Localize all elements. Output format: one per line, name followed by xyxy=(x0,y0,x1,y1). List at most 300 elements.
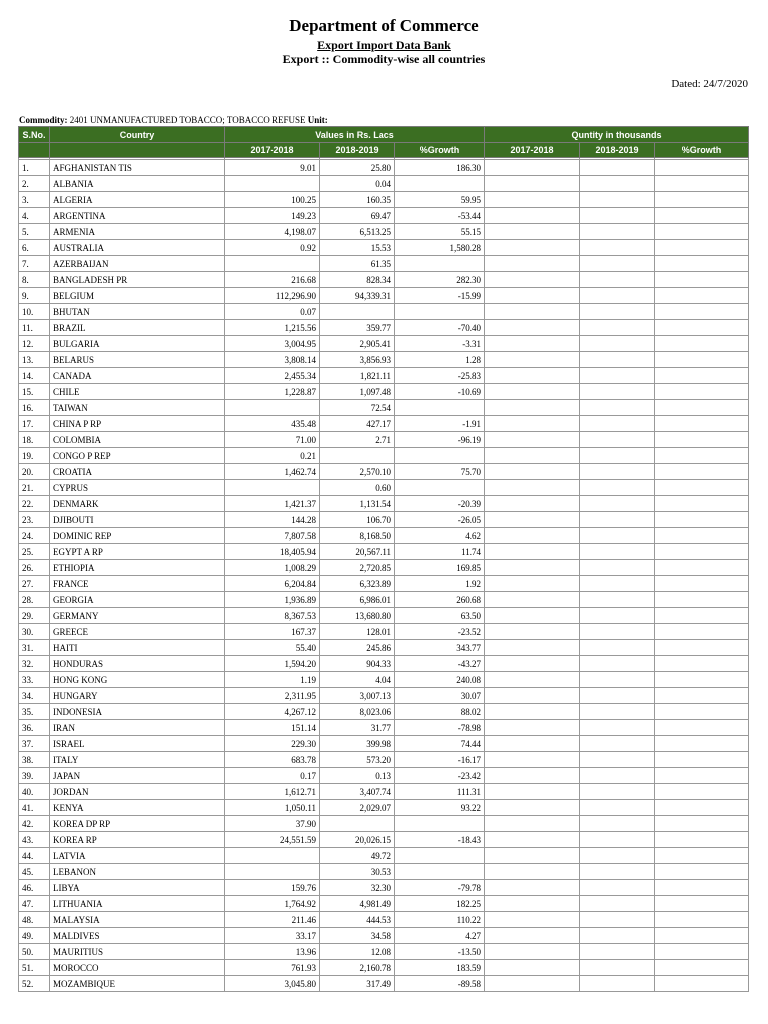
cell-qty-2017 xyxy=(485,960,580,976)
cell-sno: 10. xyxy=(19,304,50,320)
cell-qty-2018 xyxy=(580,528,655,544)
cell-value-2017: 2,311.95 xyxy=(225,688,320,704)
cell-value-growth xyxy=(395,400,485,416)
cell-sno: 4. xyxy=(19,208,50,224)
cell-value-growth: 240.08 xyxy=(395,672,485,688)
cell-sno: 11. xyxy=(19,320,50,336)
cell-value-growth: -10.69 xyxy=(395,384,485,400)
cell-value-2018: 4,981.49 xyxy=(320,896,395,912)
cell-sno: 45. xyxy=(19,864,50,880)
table-row xyxy=(19,912,749,928)
cell-country: DJIBOUTI xyxy=(50,512,225,528)
table-row xyxy=(19,416,749,432)
cell-value-2017: 1.19 xyxy=(225,672,320,688)
cell-value-growth: -1.91 xyxy=(395,416,485,432)
cell-value-growth: 1.28 xyxy=(395,352,485,368)
cell-country: BANGLADESH PR xyxy=(50,272,225,288)
table-row xyxy=(19,480,749,496)
table-row xyxy=(19,368,749,384)
cell-value-2018: 15.53 xyxy=(320,240,395,256)
cell-value-2017: 159.76 xyxy=(225,880,320,896)
cell-country: CONGO P REP xyxy=(50,448,225,464)
cell-sno: 9. xyxy=(19,288,50,304)
cell-qty-growth xyxy=(655,416,749,432)
cell-value-growth: -16.17 xyxy=(395,752,485,768)
cell-value-growth xyxy=(395,448,485,464)
cell-value-growth: 93.22 xyxy=(395,800,485,816)
table-row xyxy=(19,448,749,464)
cell-country: DENMARK xyxy=(50,496,225,512)
cell-country: GERMANY xyxy=(50,608,225,624)
cell-value-2018: 128.01 xyxy=(320,624,395,640)
cell-country: BULGARIA xyxy=(50,336,225,352)
cell-value-2018: 2.71 xyxy=(320,432,395,448)
cell-country: CROATIA xyxy=(50,464,225,480)
cell-value-2018: 317.49 xyxy=(320,976,395,992)
cell-qty-growth xyxy=(655,256,749,272)
cell-value-growth: -25.83 xyxy=(395,368,485,384)
table-row xyxy=(19,928,749,944)
table-row xyxy=(19,304,749,320)
cell-qty-2017 xyxy=(485,880,580,896)
cell-qty-growth xyxy=(655,944,749,960)
cell-sno: 20. xyxy=(19,464,50,480)
cell-value-2017: 9.01 xyxy=(225,160,320,176)
cell-country: GEORGIA xyxy=(50,592,225,608)
table-row xyxy=(19,736,749,752)
cell-value-2018: 359.77 xyxy=(320,320,395,336)
cell-value-2017: 229.30 xyxy=(225,736,320,752)
cell-qty-growth xyxy=(655,848,749,864)
cell-qty-growth xyxy=(655,272,749,288)
cell-qty-2017 xyxy=(485,304,580,320)
cell-country: MOZAMBIQUE xyxy=(50,976,225,992)
cell-sno: 52. xyxy=(19,976,50,992)
cell-sno: 39. xyxy=(19,768,50,784)
table-row xyxy=(19,784,749,800)
cell-qty-growth xyxy=(655,656,749,672)
cell-country: LITHUANIA xyxy=(50,896,225,912)
cell-qty-2018 xyxy=(580,688,655,704)
cell-country: ALGERIA xyxy=(50,192,225,208)
cell-qty-2017 xyxy=(485,432,580,448)
cell-value-growth: 183.59 xyxy=(395,960,485,976)
cell-sno: 25. xyxy=(19,544,50,560)
cell-qty-2018 xyxy=(580,672,655,688)
table-row xyxy=(19,624,749,640)
cell-value-growth: 110.22 xyxy=(395,912,485,928)
cell-value-2017: 1,612.71 xyxy=(225,784,320,800)
cell-qty-2018 xyxy=(580,592,655,608)
cell-value-2017: 18,405.94 xyxy=(225,544,320,560)
cell-qty-2017 xyxy=(485,416,580,432)
table-row xyxy=(19,592,749,608)
cell-value-2018: 49.72 xyxy=(320,848,395,864)
cell-sno: 36. xyxy=(19,720,50,736)
cell-value-growth xyxy=(395,304,485,320)
cell-value-2018: 4.04 xyxy=(320,672,395,688)
cell-qty-2017 xyxy=(485,832,580,848)
cell-qty-2018 xyxy=(580,160,655,176)
cell-value-2017: 71.00 xyxy=(225,432,320,448)
cell-value-2018: 160.35 xyxy=(320,192,395,208)
cell-qty-growth xyxy=(655,352,749,368)
cell-qty-2018 xyxy=(580,560,655,576)
cell-sno: 2. xyxy=(19,176,50,192)
cell-qty-2017 xyxy=(485,400,580,416)
cell-value-2017: 1,008.29 xyxy=(225,560,320,576)
cell-qty-2017 xyxy=(485,640,580,656)
cell-qty-2018 xyxy=(580,800,655,816)
cell-value-growth: -78.98 xyxy=(395,720,485,736)
commodity-label: Commodity: xyxy=(19,115,68,125)
cell-qty-growth xyxy=(655,864,749,880)
cell-qty-growth xyxy=(655,704,749,720)
cell-qty-2017 xyxy=(485,560,580,576)
cell-value-2017 xyxy=(225,176,320,192)
cell-value-2018: 0.13 xyxy=(320,768,395,784)
cell-value-growth: 59.95 xyxy=(395,192,485,208)
cell-value-2018: 245.86 xyxy=(320,640,395,656)
cell-qty-growth xyxy=(655,720,749,736)
table-body xyxy=(19,158,749,992)
cell-qty-growth xyxy=(655,880,749,896)
header-qty-2017: 2017-2018 xyxy=(485,143,580,158)
cell-sno: 42. xyxy=(19,816,50,832)
cell-sno: 7. xyxy=(19,256,50,272)
cell-qty-2017 xyxy=(485,272,580,288)
cell-value-2017: 1,936.89 xyxy=(225,592,320,608)
table-row xyxy=(19,288,749,304)
cell-qty-2018 xyxy=(580,224,655,240)
cell-qty-growth xyxy=(655,208,749,224)
cell-sno: 18. xyxy=(19,432,50,448)
cell-value-2017: 6,204.84 xyxy=(225,576,320,592)
cell-qty-2018 xyxy=(580,768,655,784)
cell-value-2017: 1,594.20 xyxy=(225,656,320,672)
cell-value-2018: 72.54 xyxy=(320,400,395,416)
cell-value-2018 xyxy=(320,816,395,832)
cell-country: GREECE xyxy=(50,624,225,640)
header-quantity-group: Quntity in thousands xyxy=(485,127,749,143)
cell-qty-growth xyxy=(655,688,749,704)
cell-country: ETHIOPIA xyxy=(50,560,225,576)
cell-value-2017: 13.96 xyxy=(225,944,320,960)
cell-sno: 16. xyxy=(19,400,50,416)
cell-country: BELGIUM xyxy=(50,288,225,304)
cell-sno: 33. xyxy=(19,672,50,688)
header-qty-growth: %Growth xyxy=(655,143,749,158)
cell-sno: 44. xyxy=(19,848,50,864)
cell-country: CHILE xyxy=(50,384,225,400)
cell-qty-growth xyxy=(655,512,749,528)
cell-qty-2017 xyxy=(485,912,580,928)
header-qty-2018: 2018-2019 xyxy=(580,143,655,158)
cell-qty-growth xyxy=(655,672,749,688)
cell-qty-growth xyxy=(655,224,749,240)
cell-qty-growth xyxy=(655,160,749,176)
cell-country: AZERBAIJAN xyxy=(50,256,225,272)
cell-qty-growth xyxy=(655,560,749,576)
cell-qty-2018 xyxy=(580,960,655,976)
cell-value-2017: 100.25 xyxy=(225,192,320,208)
cell-value-2017: 683.78 xyxy=(225,752,320,768)
cell-value-2017: 37.90 xyxy=(225,816,320,832)
table-row xyxy=(19,192,749,208)
cell-country: CANADA xyxy=(50,368,225,384)
cell-value-2018: 61.35 xyxy=(320,256,395,272)
table-row xyxy=(19,320,749,336)
cell-value-2017 xyxy=(225,480,320,496)
cell-value-2018: 0.04 xyxy=(320,176,395,192)
page-subtitle: Export Import Data Bank xyxy=(317,38,451,52)
cell-value-2018: 94,339.31 xyxy=(320,288,395,304)
cell-value-2017: 144.28 xyxy=(225,512,320,528)
cell-value-2017: 1,228.87 xyxy=(225,384,320,400)
header-value-growth: %Growth xyxy=(395,143,485,158)
cell-qty-2017 xyxy=(485,352,580,368)
cell-sno: 27. xyxy=(19,576,50,592)
cell-qty-2017 xyxy=(485,608,580,624)
commodity-value: 2401 UNMANUFACTURED TOBACCO; TOBACCO REFUSE xyxy=(69,115,306,125)
cell-value-growth: 63.50 xyxy=(395,608,485,624)
cell-qty-2018 xyxy=(580,320,655,336)
cell-value-growth xyxy=(395,864,485,880)
cell-sno: 32. xyxy=(19,656,50,672)
cell-value-growth: -79.78 xyxy=(395,880,485,896)
cell-qty-2017 xyxy=(485,928,580,944)
cell-qty-2018 xyxy=(580,400,655,416)
cell-qty-2018 xyxy=(580,208,655,224)
cell-qty-2017 xyxy=(485,704,580,720)
cell-sno: 21. xyxy=(19,480,50,496)
cell-qty-growth xyxy=(655,976,749,992)
cell-value-2017: 33.17 xyxy=(225,928,320,944)
cell-value-2017: 0.21 xyxy=(225,448,320,464)
cell-qty-2017 xyxy=(485,160,580,176)
cell-qty-2017 xyxy=(485,768,580,784)
cell-value-2017: 1,050.11 xyxy=(225,800,320,816)
cell-country: LATVIA xyxy=(50,848,225,864)
cell-value-2018: 20,567.11 xyxy=(320,544,395,560)
cell-country: INDONESIA xyxy=(50,704,225,720)
cell-value-2018: 2,905.41 xyxy=(320,336,395,352)
cell-country: ALBANIA xyxy=(50,176,225,192)
cell-country: HONG KONG xyxy=(50,672,225,688)
cell-value-2018: 444.53 xyxy=(320,912,395,928)
cell-value-2017: 435.48 xyxy=(225,416,320,432)
cell-sno: 47. xyxy=(19,896,50,912)
cell-qty-growth xyxy=(655,544,749,560)
table-row xyxy=(19,672,749,688)
cell-value-2018: 573.20 xyxy=(320,752,395,768)
cell-qty-2017 xyxy=(485,752,580,768)
cell-value-growth xyxy=(395,848,485,864)
cell-value-2018: 1,821.11 xyxy=(320,368,395,384)
cell-value-2017: 3,808.14 xyxy=(225,352,320,368)
cell-qty-2017 xyxy=(485,800,580,816)
commodity-line xyxy=(19,115,328,125)
cell-qty-growth xyxy=(655,768,749,784)
header-value-2018: 2018-2019 xyxy=(320,143,395,158)
cell-value-2017: 0.92 xyxy=(225,240,320,256)
cell-qty-growth xyxy=(655,624,749,640)
cell-country: BHUTAN xyxy=(50,304,225,320)
table-row xyxy=(19,464,749,480)
cell-sno: 49. xyxy=(19,928,50,944)
header-sno-blank xyxy=(19,143,50,158)
cell-value-2018: 1,097.48 xyxy=(320,384,395,400)
cell-country: LEBANON xyxy=(50,864,225,880)
cell-value-2017: 216.68 xyxy=(225,272,320,288)
cell-qty-2017 xyxy=(485,288,580,304)
table-row xyxy=(19,752,749,768)
cell-sno: 1. xyxy=(19,160,50,176)
table-row xyxy=(19,544,749,560)
cell-qty-growth xyxy=(655,192,749,208)
table-row xyxy=(19,768,749,784)
cell-qty-growth xyxy=(655,368,749,384)
cell-qty-2018 xyxy=(580,384,655,400)
cell-value-2017: 0.07 xyxy=(225,304,320,320)
cell-qty-growth xyxy=(655,176,749,192)
cell-value-2018: 3,007.13 xyxy=(320,688,395,704)
cell-country: BRAZIL xyxy=(50,320,225,336)
cell-qty-2017 xyxy=(485,656,580,672)
cell-value-2018: 32.30 xyxy=(320,880,395,896)
cell-sno: 8. xyxy=(19,272,50,288)
table-row xyxy=(19,688,749,704)
cell-value-2017 xyxy=(225,400,320,416)
cell-value-2018: 25.80 xyxy=(320,160,395,176)
cell-qty-2018 xyxy=(580,640,655,656)
cell-value-2018: 12.08 xyxy=(320,944,395,960)
cell-country: HONDURAS xyxy=(50,656,225,672)
cell-value-2018 xyxy=(320,304,395,320)
cell-value-growth xyxy=(395,816,485,832)
cell-qty-2018 xyxy=(580,624,655,640)
cell-value-growth: -23.42 xyxy=(395,768,485,784)
cell-sno: 38. xyxy=(19,752,50,768)
cell-qty-2018 xyxy=(580,976,655,992)
cell-value-growth: -23.52 xyxy=(395,624,485,640)
cell-value-2018: 2,570.10 xyxy=(320,464,395,480)
cell-sno: 35. xyxy=(19,704,50,720)
table-row xyxy=(19,608,749,624)
cell-country: KENYA xyxy=(50,800,225,816)
cell-qty-2018 xyxy=(580,944,655,960)
cell-qty-growth xyxy=(655,736,749,752)
cell-qty-2017 xyxy=(485,368,580,384)
cell-qty-2018 xyxy=(580,864,655,880)
cell-qty-2017 xyxy=(485,544,580,560)
page-subtitle-2: Export :: Commodity-wise all countries xyxy=(282,52,486,66)
cell-value-2018: 6,986.01 xyxy=(320,592,395,608)
cell-qty-growth xyxy=(655,752,749,768)
cell-sno: 15. xyxy=(19,384,50,400)
cell-qty-growth xyxy=(655,304,749,320)
cell-qty-growth xyxy=(655,448,749,464)
cell-value-2017: 24,551.59 xyxy=(225,832,320,848)
cell-value-growth: 111.31 xyxy=(395,784,485,800)
cell-value-2018: 30.53 xyxy=(320,864,395,880)
cell-value-2018: 106.70 xyxy=(320,512,395,528)
cell-qty-growth xyxy=(655,608,749,624)
cell-country: TAIWAN xyxy=(50,400,225,416)
header-value-2017: 2017-2018 xyxy=(225,143,320,158)
cell-qty-2018 xyxy=(580,912,655,928)
cell-qty-2017 xyxy=(485,624,580,640)
cell-value-2018: 69.47 xyxy=(320,208,395,224)
cell-qty-2018 xyxy=(580,608,655,624)
cell-qty-growth xyxy=(655,240,749,256)
cell-value-growth: -18.43 xyxy=(395,832,485,848)
cell-qty-2017 xyxy=(485,224,580,240)
table-row xyxy=(19,256,749,272)
unit-label: Unit: xyxy=(307,115,328,125)
cell-qty-2018 xyxy=(580,544,655,560)
cell-value-2017 xyxy=(225,256,320,272)
cell-qty-growth xyxy=(655,288,749,304)
cell-qty-growth xyxy=(655,816,749,832)
cell-value-2017: 4,267.12 xyxy=(225,704,320,720)
table-row xyxy=(19,640,749,656)
cell-qty-2018 xyxy=(580,288,655,304)
table-row xyxy=(19,832,749,848)
cell-value-2018: 399.98 xyxy=(320,736,395,752)
table-row xyxy=(19,896,749,912)
cell-value-2017: 1,421.37 xyxy=(225,496,320,512)
cell-value-2017: 211.46 xyxy=(225,912,320,928)
cell-qty-growth xyxy=(655,496,749,512)
cell-qty-growth xyxy=(655,832,749,848)
cell-value-2017 xyxy=(225,864,320,880)
cell-country: IRAN xyxy=(50,720,225,736)
cell-qty-2018 xyxy=(580,448,655,464)
cell-value-2018: 2,029.07 xyxy=(320,800,395,816)
cell-sno: 37. xyxy=(19,736,50,752)
cell-value-2017: 1,215.56 xyxy=(225,320,320,336)
cell-sno: 3. xyxy=(19,192,50,208)
cell-value-2017: 55.40 xyxy=(225,640,320,656)
cell-sno: 17. xyxy=(19,416,50,432)
cell-country: LIBYA xyxy=(50,880,225,896)
cell-value-growth: 182.25 xyxy=(395,896,485,912)
cell-country: KOREA DP RP xyxy=(50,816,225,832)
cell-sno: 22. xyxy=(19,496,50,512)
cell-qty-2017 xyxy=(485,736,580,752)
cell-value-growth: 1,580.28 xyxy=(395,240,485,256)
cell-qty-2018 xyxy=(580,832,655,848)
cell-qty-2017 xyxy=(485,496,580,512)
cell-qty-2017 xyxy=(485,240,580,256)
cell-value-growth: -20.39 xyxy=(395,496,485,512)
cell-value-2017: 112,296.90 xyxy=(225,288,320,304)
cell-sno: 41. xyxy=(19,800,50,816)
table-row xyxy=(19,160,749,176)
cell-value-2017: 167.37 xyxy=(225,624,320,640)
table-row xyxy=(19,720,749,736)
cell-qty-2018 xyxy=(580,480,655,496)
cell-qty-2017 xyxy=(485,848,580,864)
cell-value-growth: 169.85 xyxy=(395,560,485,576)
cell-value-growth: -15.99 xyxy=(395,288,485,304)
cell-qty-2017 xyxy=(485,256,580,272)
cell-qty-growth xyxy=(655,464,749,480)
table-row xyxy=(19,432,749,448)
cell-sno: 13. xyxy=(19,352,50,368)
cell-qty-2018 xyxy=(580,240,655,256)
